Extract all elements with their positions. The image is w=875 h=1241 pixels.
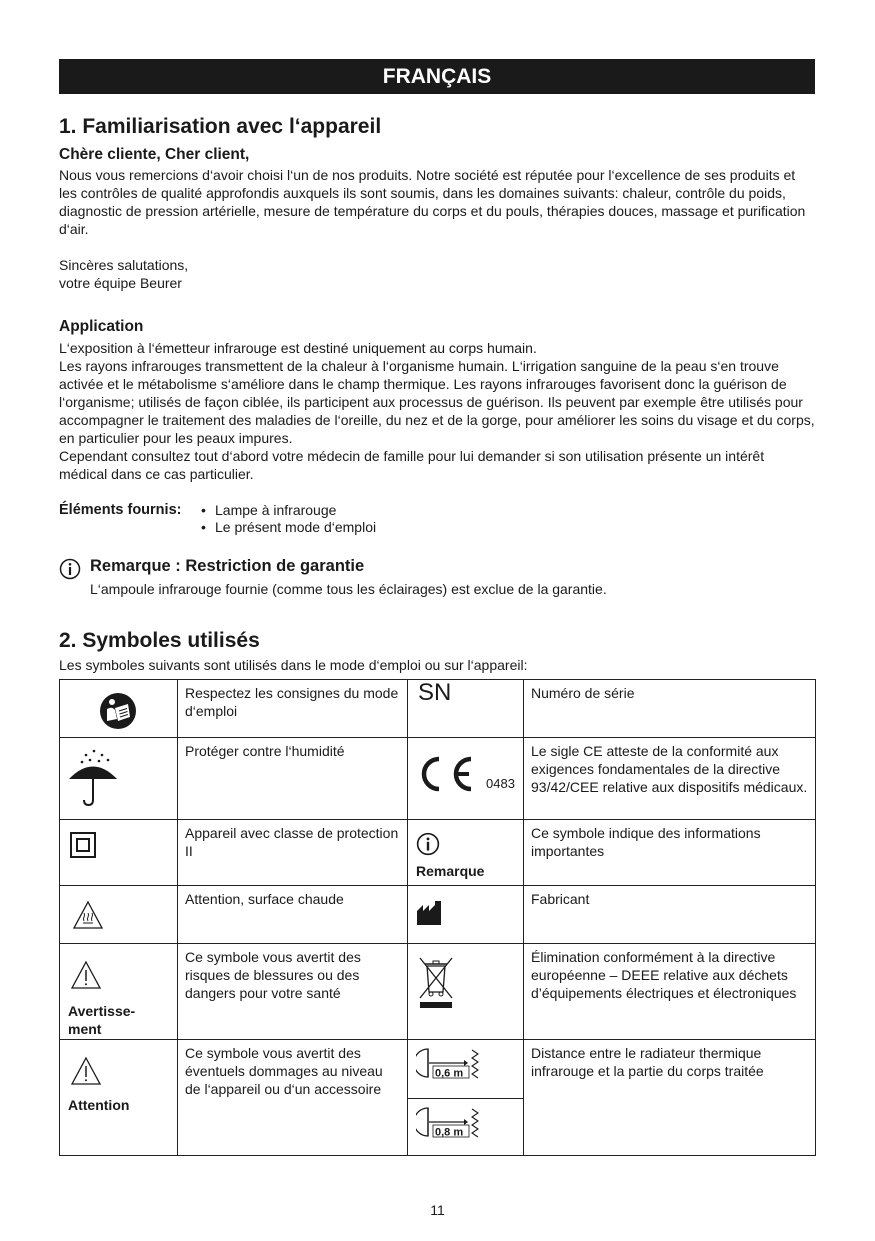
symbol-description: Ce symbole vous avertit des éventuels dommages au niveau de l‘appareil ou d‘un accessoire [178, 1040, 408, 1156]
intro-paragraph: Nous vous remercions d‘avoir choisi l‘un de nos produits. Notre société est réputée pour l‘excellence de ses produits et les contrôles de qualité approfondis auxquels ils sont soumis, dans les domaines suivants: chaleur, contrôle du poids, diagnostic de pression artérielle, mesure de température du corps et du pouls, thérapies douces, massage et purification d‘air. [59, 167, 806, 237]
page-number: 11 [430, 1202, 445, 1218]
symbol-cell [60, 886, 178, 944]
section2-intro: Les symboles suivants sont utilisés dans le mode d‘emploi ou sur l‘appareil: [59, 657, 528, 673]
symbol-cell [408, 944, 524, 1040]
table-row [60, 820, 816, 886]
caution-icon [70, 1056, 102, 1086]
warning-icon [70, 960, 102, 990]
symbol-description: Fabricant [524, 886, 816, 944]
table-row [60, 1040, 816, 1156]
application-p1: L‘exposition à l‘émetteur infrarouge est destiné uniquement au corps humain. [59, 340, 537, 356]
supplied-item: • Le présent mode d‘emploi [201, 519, 376, 536]
greeting: Chère cliente, Cher client, [59, 146, 250, 163]
intro-text [59, 166, 815, 238]
note-title: Remarque : Restriction de garantie [90, 557, 365, 575]
info-icon [416, 832, 440, 856]
read-manual-icon [98, 691, 138, 731]
protection-class-2-icon [70, 832, 96, 858]
ce-mark-icon [416, 752, 518, 798]
supplied-list [201, 502, 376, 536]
symbol-cell [60, 680, 178, 738]
closing [59, 256, 815, 292]
table-row [60, 886, 816, 944]
symbol-cell [408, 738, 524, 820]
section2-title: 2. Symboles utilisés [59, 629, 260, 652]
symbols-table [59, 679, 816, 1156]
table-row [60, 680, 816, 738]
symbol-description: Distance entre le radiateur thermique infrarouge et la partie du corps traitée [524, 1040, 816, 1156]
warning-label-line-1: Avertisse- [68, 1003, 136, 1019]
symbol-cell [60, 1040, 178, 1156]
info-icon [59, 558, 81, 580]
section1-title: 1. Familiarisation avec l‘appareil [59, 115, 382, 138]
symbol-cell [408, 820, 524, 886]
symbol-description: Le sigle CE atteste de la conformité aux exigences fondamentales de la directive 93/42/CEE relative aux dispositifs médicaux. [524, 738, 816, 820]
umbrella-icon [68, 746, 118, 810]
distance-label: 0,6 m [435, 1067, 464, 1080]
distance-symbol [408, 1098, 523, 1155]
supplied-item: • Lampe à infrarouge [201, 502, 376, 519]
distance-icon [416, 1105, 486, 1139]
symbol-cell [408, 886, 524, 944]
application-title: Application [59, 318, 144, 335]
note-label: Remarque [416, 863, 485, 879]
table-row [60, 944, 816, 1040]
serial-number-symbol: SN [418, 679, 452, 706]
symbol-cell [60, 820, 178, 886]
table-row [60, 738, 816, 820]
closing-line-1: Sincères salutations, [59, 257, 189, 273]
note-text: L‘ampoule infrarouge fournie (comme tous les éclairages) est exclue de la garantie. [90, 581, 607, 597]
distance-label: 0,8 m [435, 1126, 464, 1139]
application-p2: Les rayons infrarouges transmettent de la chaleur à l‘organisme humain. L‘irrigation sanguine de la peau s‘en trouve activée et le métabolisme s‘améliore dans le champ thermique. Les rayons infrarouges favorisent donc la guérison de l‘organisme; utilisés de façon ciblée, ils participent aux processus de guérison. Ils peuvent par exemple être utilisés pour accompagner le traitement des maladies de l‘oreille, du nez et de la gorge, pour améliorer les soins du visage et du corps, en particulier pour les peaux impures. [59, 358, 815, 446]
hot-surface-icon [72, 900, 104, 930]
supplied-label: Éléments fournis: [59, 502, 182, 518]
distance-icon [416, 1046, 486, 1080]
ce-number: 0483 [486, 776, 515, 791]
distance-symbol [408, 1040, 523, 1098]
application-p3: Cependant consultez tout d‘abord votre médecin de famille pour lui demander si son utilisation présente un intérêt médical dans ce cas particulier. [59, 448, 765, 482]
symbol-description: Attention, surface chaude [178, 886, 408, 944]
symbol-description: Élimination conformément à la directive européenne – DEEE relative aux déchets d’équipements électriques et électroniques [524, 944, 816, 1040]
weee-bin-icon [416, 952, 456, 1010]
symbol-cell [408, 680, 524, 738]
caution-label: Attention [68, 1097, 130, 1113]
symbol-description: Numéro de série [524, 680, 816, 738]
warning-label-line-2: ment [68, 1021, 102, 1037]
application-text [59, 339, 815, 483]
closing-line-2: votre équipe Beurer [59, 275, 182, 291]
language-banner: FRANÇAIS [59, 59, 815, 94]
warning-label [68, 1002, 135, 1038]
symbol-description: Respectez les consignes du mode d‘emploi [178, 680, 408, 738]
symbol-description: Protéger contre l‘humidité [178, 738, 408, 820]
symbol-cell [60, 944, 178, 1040]
manufacturer-icon [416, 900, 444, 926]
symbol-description: Ce symbole vous avertit des risques de blessures ou des dangers pour votre santé [178, 944, 408, 1040]
distance-cell [408, 1040, 524, 1156]
symbol-description: Ce symbole indique des informations importantes [524, 820, 816, 886]
symbol-cell [60, 738, 178, 820]
symbol-description: Appareil avec classe de protection II [178, 820, 408, 886]
